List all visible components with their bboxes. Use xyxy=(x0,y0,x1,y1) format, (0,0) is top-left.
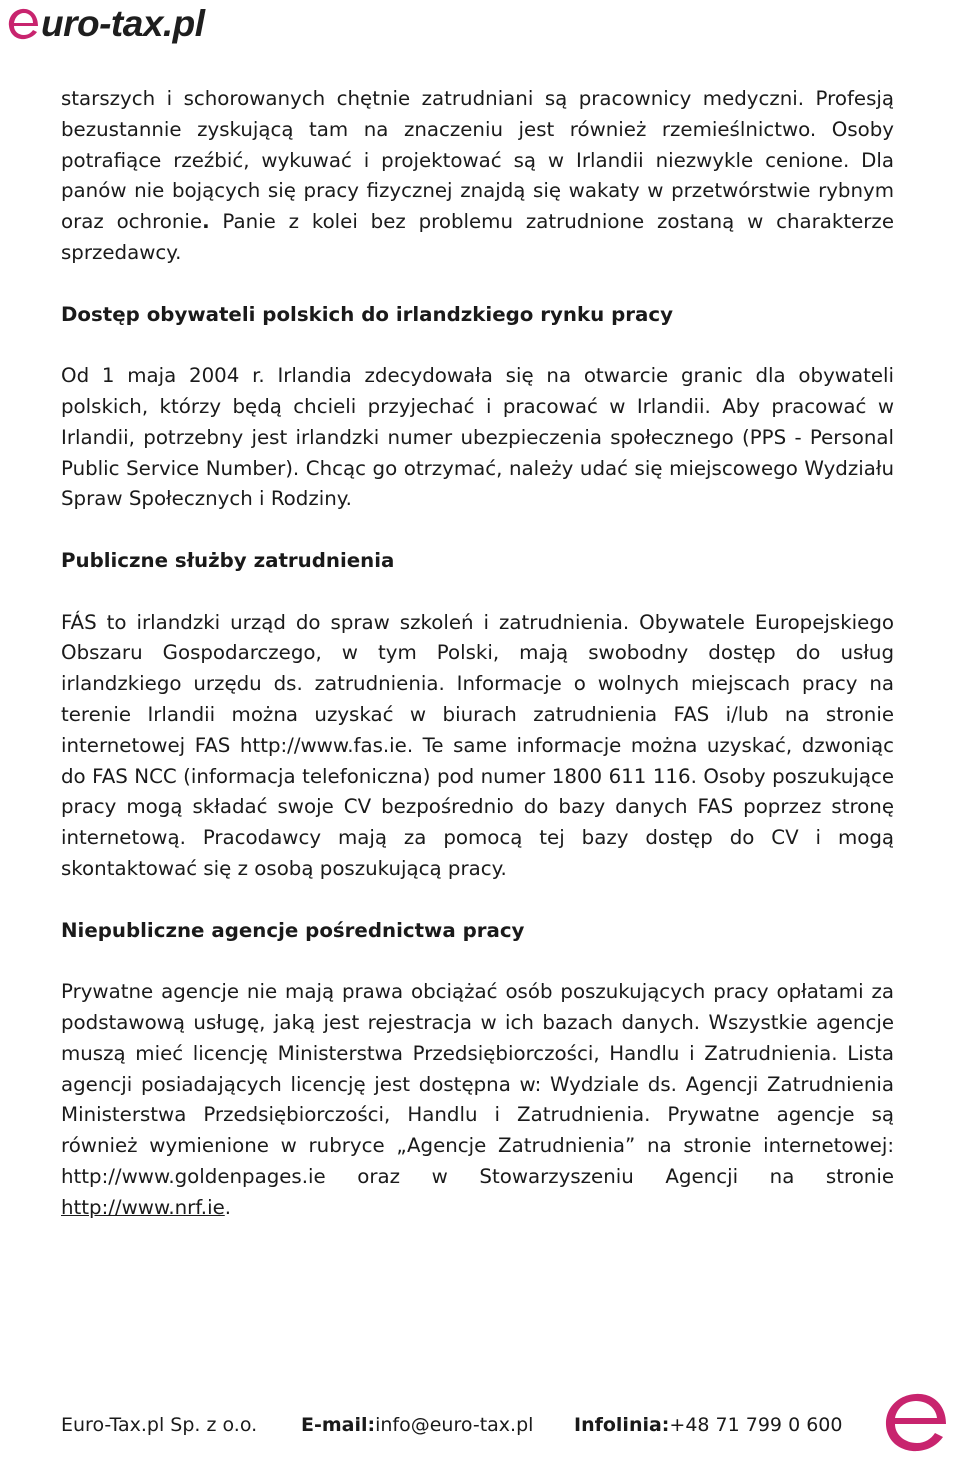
heading-private-agencies: Niepubliczne agencje pośrednictwa pracy xyxy=(61,918,525,942)
e-swirl-logo-icon xyxy=(4,4,44,44)
footer-phone[interactable]: Infolinia:+48 71 799 0 600 xyxy=(574,1414,843,1436)
article-body xyxy=(61,84,894,1223)
page-footer xyxy=(61,1410,861,1440)
logo-wordmark: uro-tax.pl xyxy=(41,3,205,44)
paragraph-access: Od 1 maja 2004 r. Irlandia zdecydowała się na otwarcie granic dla obywateli polskich, którzy będą chcieli przyjechać i pracować w Irlandii. Aby pracować w Irlandii, potrzebny jest irlandzki numer ubezpieczenia społecznego (PPS - Personal Public Service Number). Chcąc go otrzymać, należy udać się miejscowego Wydziału Spraw Społecznych i Rodziny. xyxy=(61,364,894,511)
footer-email[interactable]: E-mail:info@euro-tax.pl xyxy=(301,1414,534,1436)
nrf-link[interactable]: http://www.nrf.ie xyxy=(61,1195,225,1219)
paragraph-fas: FÁS to irlandzki urząd do spraw szkoleń i zatrudnienia. Obywatele Europejskiego Obszaru Gospodarczego, w tym Polski, mają swobodny dostęp do usług irlandzkiego urzędu ds. zatrudnienia. Informacje o wolnych miejscach pracy na terenie Irlandii można uzyskać w biurach zatrudnienia FAS i/lub na stronie internetowej FAS http://www.fas.ie. Te same informacje można uzyskać, dzwoniąc do FAS NCC (informacja telefoniczna) pod numer 1800 611 116. Osoby poszukujące pracy mogą składać swoje CV bezpośrednio do bazy danych FAS poprzez stronę internetową. Pracodawcy mają za pomocą tej bazy dostęp do CV i mogą skontaktować się z osobą poszukującą pracy. xyxy=(61,610,894,880)
footer-logo-icon xyxy=(880,1390,955,1455)
footer-company: Euro-Tax.pl Sp. z o.o. xyxy=(61,1414,258,1436)
paragraph-agencies: Prywatne agencje nie mają prawa obciążać osób poszukujących pracy opłatami za podstawową usługę, jaką jest rejestracja w ich bazach danych. Wszystkie agencje muszą mieć licencję Ministerstwa Przedsiębiorczości, Handlu i Zatrudnienia. Lista agencji posiadających licencję jest dostępna w: Wydziale ds. Agencji Zatrudnienia Ministerstwa Przedsiębiorczości, Handlu i Zatrudnienia. Prywatne agencje są również wymienione w rubryce „Agencje Zatrudnienia” na stronie internetowej: http://www.goldenpages.ie oraz w Stowarzyszeniu Agencji na stronie http://www.nrf.ie. xyxy=(61,980,894,1219)
heading-public-services: Publiczne służby zatrudnienia xyxy=(61,548,395,572)
paragraph-intro: starszych i schorowanych chętnie zatrudniani są pracownicy medyczni. Profesją bezustannie zyskującą tam na znaczeniu jest również rzemieślnictwo. Osoby potrafiące rzeźbić, wykuwać i projektować są w Irlandii niezwykle cenione. Dla panów nie bojących się pracy fizycznej znajdą się wakaty w przetwórstwie rybnym oraz ochronie. Panie z kolei bez problemu zatrudnione zostaną w charakterze sprzedawcy. xyxy=(61,87,894,264)
heading-access: Dostęp obywateli polskich do irlandzkiego rynku pracy xyxy=(61,302,674,326)
header-logo[interactable] xyxy=(0,0,205,48)
